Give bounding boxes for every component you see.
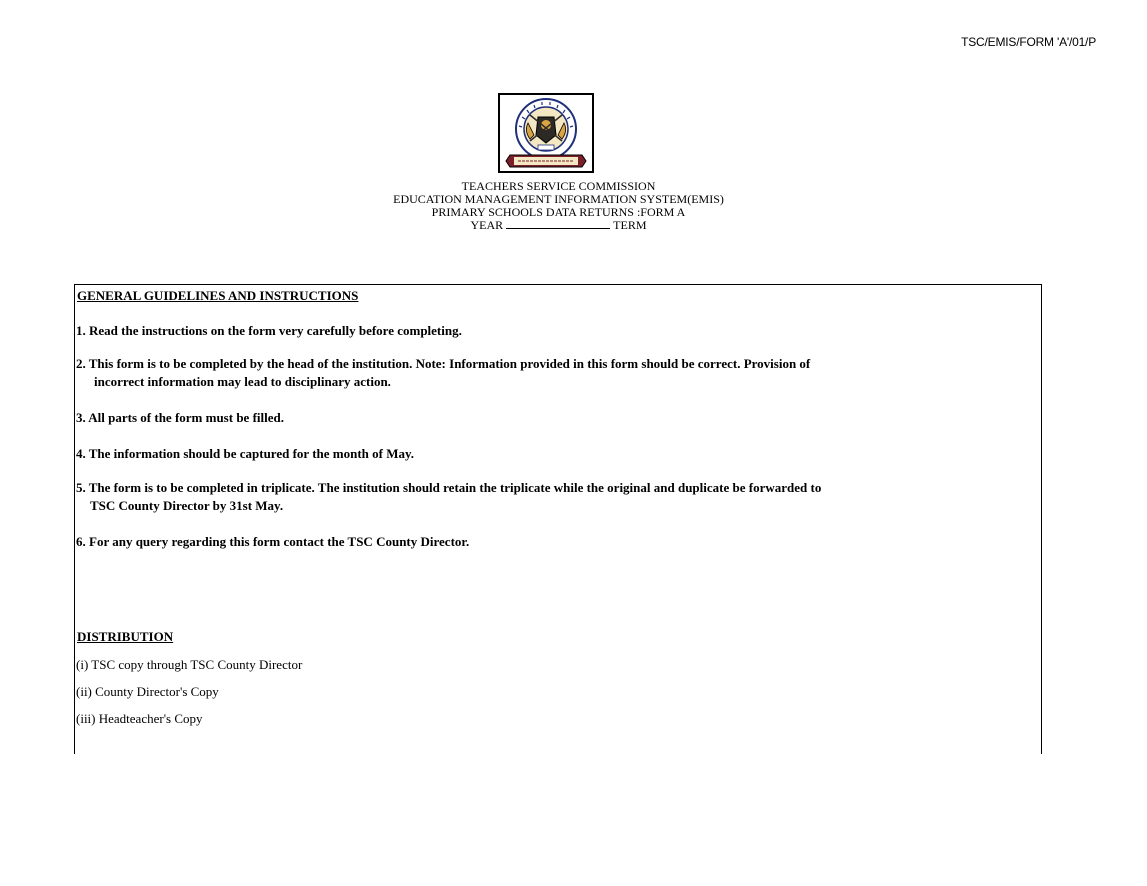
instruction-item: 3. All parts of the form must be filled. xyxy=(76,410,284,425)
guidelines-panel xyxy=(74,284,1042,754)
instruction-item: 4. The information should be captured for the month of May. xyxy=(76,446,415,461)
form-code: TSC/EMIS/FORM 'A'/01/P xyxy=(961,35,1096,49)
tsc-seal-logo xyxy=(498,93,594,173)
system-title: EDUCATION MANAGEMENT INFORMATION SYSTEM(EMIS) xyxy=(393,192,724,206)
instruction-item: 1. Read the instructions on the form very carefully before completing. xyxy=(76,323,462,338)
year-blank-field[interactable] xyxy=(506,219,610,229)
form-title: PRIMARY SCHOOLS DATA RETURNS :FORM A xyxy=(431,205,686,219)
form-header xyxy=(0,180,1117,232)
year-term-line xyxy=(0,219,1117,232)
distribution-item: (iii) Headteacher's Copy xyxy=(76,711,203,726)
distribution-title: DISTRIBUTION xyxy=(77,629,174,644)
distribution-item: (i) TSC copy through TSC County Director xyxy=(76,657,303,672)
distribution-item: (ii) County Director's Copy xyxy=(76,684,219,699)
guidelines-title: GENERAL GUIDELINES AND INSTRUCTIONS xyxy=(77,288,359,303)
term-label: TERM xyxy=(613,218,647,232)
instruction-item: 5. The form is to be completed in triplicate. The institution should retain the triplicate while the original and duplicate be forwarded to TSC County Director by 31st May. xyxy=(76,480,822,513)
year-label: YEAR xyxy=(470,218,504,232)
instruction-item: 2. This form is to be completed by the head of the institution. Note: Information provided in this form should be correct. Provision of incorrect information may lead to disciplinary action. xyxy=(76,356,811,389)
instruction-item: 6. For any query regarding this form contact the TSC County Director. xyxy=(76,534,470,549)
commission-title: TEACHERS SERVICE COMMISSION xyxy=(461,179,656,193)
